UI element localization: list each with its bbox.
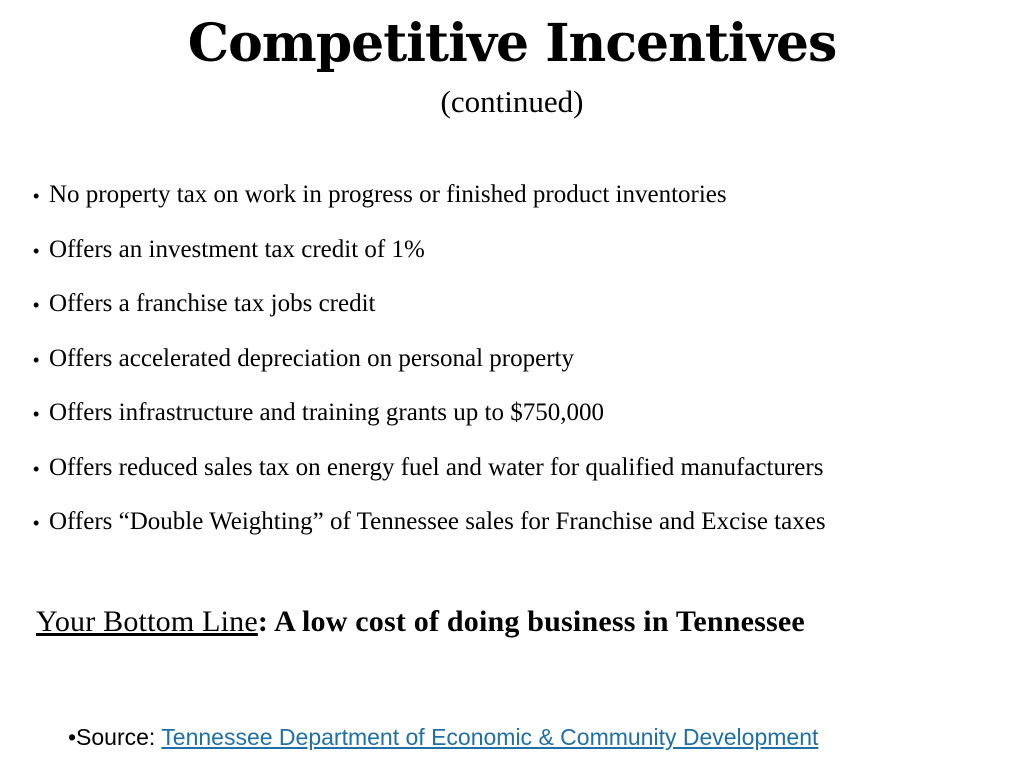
bullet-text: Offers a franchise tax jobs credit (49, 290, 376, 317)
bullet-item (33, 341, 826, 396)
bullet-text: Offers an investment tax credit of 1% (49, 235, 425, 263)
source-citation (68, 721, 818, 753)
bullet-item (33, 395, 826, 450)
bullet-marker: • (33, 186, 40, 206)
bullet-marker: • (33, 513, 40, 533)
bottom-line-text: : A low cost of doing business in Tennessee (257, 605, 805, 638)
bullet-item (33, 177, 826, 232)
bullet-item (33, 232, 826, 287)
bottom-line-label: Your Bottom Line (36, 605, 258, 638)
bullet-item (33, 504, 826, 559)
source-prefix: •Source: (68, 724, 162, 750)
bullet-text: Offers “Double Weighting” of Tennessee sales for Franchise and Excise taxes (49, 508, 826, 535)
bullet-text: No property tax on work in progress or finished product inventories (49, 181, 727, 208)
bullet-marker: • (33, 458, 40, 479)
bullet-marker: • (33, 404, 40, 424)
bottom-line-statement (36, 600, 805, 644)
bullet-list (33, 177, 826, 559)
bullet-item (33, 450, 826, 505)
bullet-item (33, 286, 826, 341)
bullet-text: Offers infrastructure and training grants up to $750,000 (49, 399, 604, 426)
bullet-marker: • (33, 295, 40, 315)
bullet-marker: • (33, 240, 40, 261)
slide-subtitle: (continued) (440, 84, 584, 119)
bullet-text: Offers reduced sales tax on energy fuel and water for qualified manufacturers (49, 453, 824, 481)
slide-title: Competitive Incentives (187, 13, 837, 74)
source-link[interactable]: Tennessee Department of Economic & Community Development (161, 724, 819, 750)
bullet-text: Offers accelerated depreciation on personal property (49, 344, 574, 372)
bullet-marker: • (33, 349, 40, 370)
